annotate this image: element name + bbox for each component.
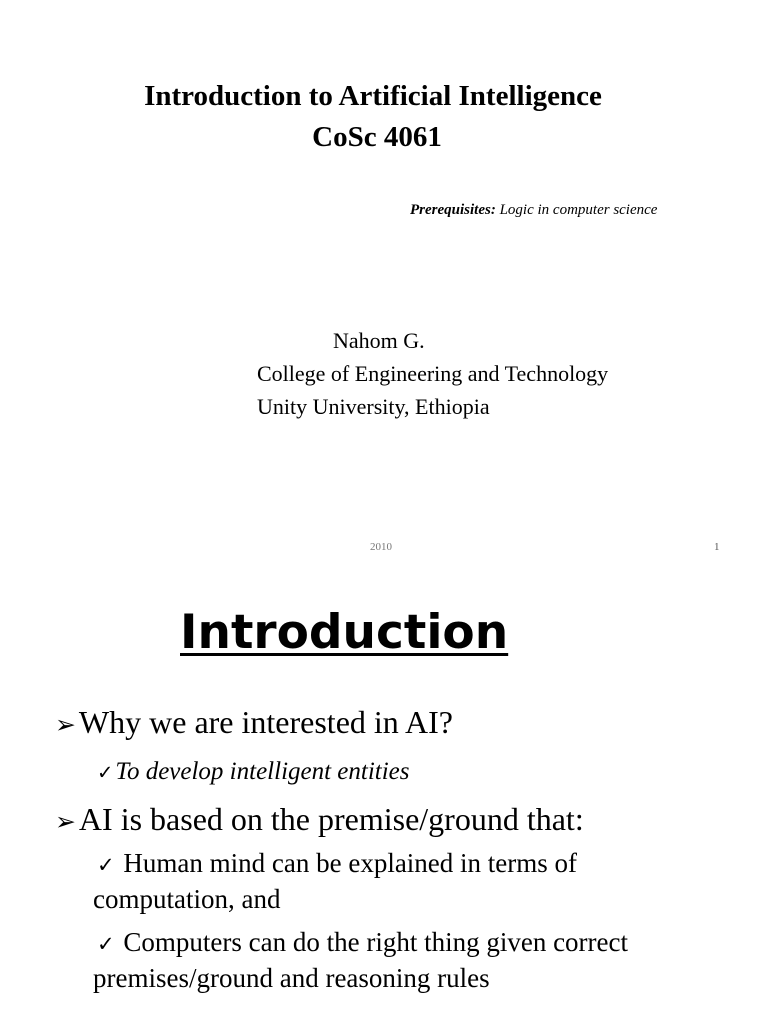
checkmark-icon: ✓: [97, 931, 115, 956]
introduction-slide: [0, 575, 768, 1024]
arrow-bullet-icon: ➢: [55, 710, 76, 739]
arrow-bullet-icon: ➢: [55, 807, 76, 836]
checkmark-icon: ✓: [97, 761, 114, 784]
checkmark-icon: ✓: [97, 852, 115, 877]
bullet-text: Why we are interested in AI?: [78, 704, 453, 740]
prerequisites-value: Logic in computer science: [499, 202, 658, 218]
prerequisites: [410, 202, 657, 219]
bullet-text: AI is based on the premise/ground that:: [78, 801, 584, 837]
footer-year: 2010: [370, 541, 392, 553]
bullet-item: [55, 801, 584, 838]
sub-bullet-item: [97, 758, 410, 786]
college-name: College of Engineering and Technology: [257, 361, 609, 386]
section-title: Introduction: [180, 605, 509, 660]
university-name: Unity University, Ethiopia: [257, 394, 490, 419]
sub-bullet-continuation: premises/ground and reasoning rules: [93, 963, 490, 993]
course-code: CoSc 4061: [312, 121, 442, 153]
sub-bullet-text: Human mind can be explained in terms of: [123, 848, 578, 878]
slide-title: Introduction to Artificial Intelligence: [144, 80, 602, 112]
sub-bullet-continuation: computation, and: [93, 884, 281, 914]
sub-bullet-item: [97, 848, 577, 879]
bullet-item: [55, 704, 453, 741]
author-name: Nahom G.: [333, 328, 425, 353]
prerequisites-label: Prerequisites:: [410, 202, 496, 218]
page-number: 1: [714, 541, 720, 553]
sub-bullet-text: To develop intelligent entities: [115, 758, 410, 785]
sub-bullet-text: Computers can do the right thing given correct: [123, 927, 629, 957]
sub-bullet-item: [97, 927, 628, 958]
